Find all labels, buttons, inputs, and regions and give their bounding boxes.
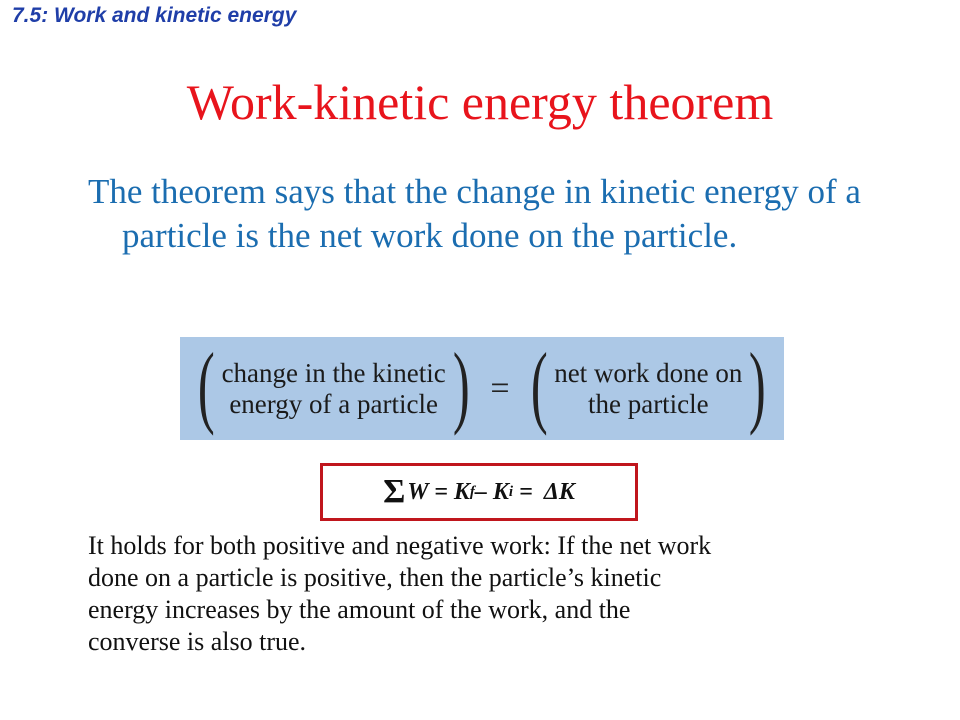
formula-sub-i: i xyxy=(508,483,514,500)
note-line-2: done on a particle is positive, then the particle’s kinetic xyxy=(88,563,662,592)
right-open-paren: ( xyxy=(530,333,548,436)
left-term xyxy=(191,333,476,436)
note-line-3: energy increases by the amount of the work, and the xyxy=(88,595,631,624)
note-line-1: It holds for both positive and negative work: If the net work xyxy=(88,531,712,560)
left-phrase xyxy=(222,358,446,420)
formula-minus-k: – K xyxy=(474,478,509,505)
slide-title: Work-kinetic energy theorem xyxy=(186,74,774,130)
section-label: 7.5: Work and kinetic energy xyxy=(12,4,297,27)
formula-w: W = K xyxy=(407,478,470,505)
left-open-paren: ( xyxy=(197,333,215,436)
right-phrase xyxy=(554,358,742,420)
left-close-paren: ) xyxy=(452,333,470,436)
word-equation-box xyxy=(180,333,784,440)
left-phrase-line-1: change in the kinetic xyxy=(221,357,446,388)
right-phrase-line-2: the particle xyxy=(587,388,709,419)
left-phrase-line-2: energy of a particle xyxy=(229,388,438,419)
formula-sub-f: f xyxy=(469,483,475,500)
right-close-paren: ) xyxy=(749,333,767,436)
theorem-statement: The theorem says that the change in kinetic energy of a particle is the net work done on the particle. xyxy=(88,172,861,255)
sigma-symbol: Σ xyxy=(383,473,406,510)
equals-sign: = xyxy=(490,369,510,407)
note-line-4: converse is also true. xyxy=(88,627,307,656)
right-term xyxy=(524,333,774,436)
formula-box xyxy=(320,463,638,521)
formula-rest: = ΔK xyxy=(513,478,575,505)
right-phrase-line-1: net work done on xyxy=(554,357,743,388)
explanation-note xyxy=(88,530,868,658)
